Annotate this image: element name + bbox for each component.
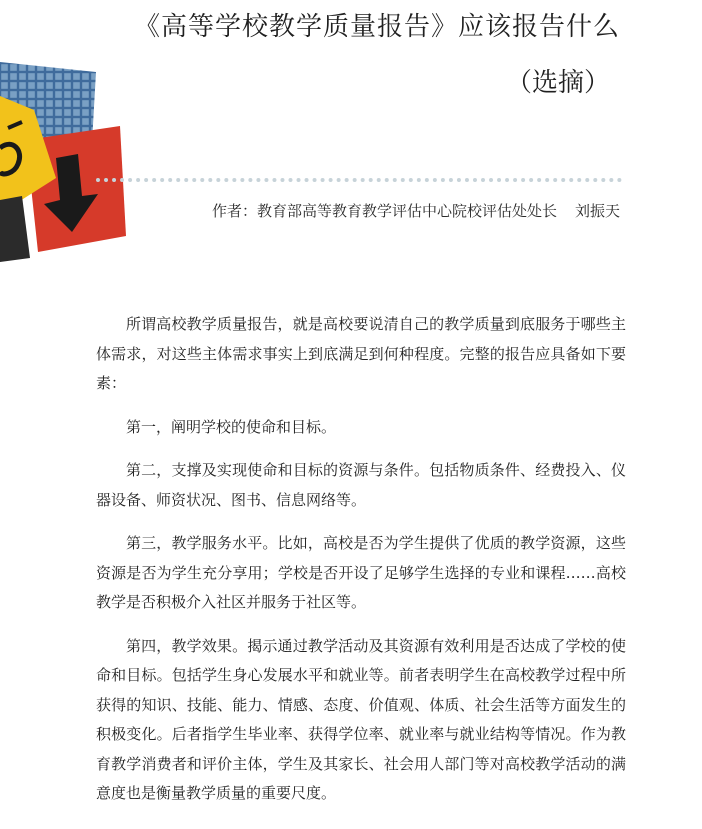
decorative-collage-icon	[0, 0, 140, 270]
page-title: 《高等学校教学质量报告》应该报告什么	[133, 12, 620, 42]
paragraph-point-1: 第一，阐明学校的使命和目标。	[126, 417, 337, 436]
paragraph-intro: 所谓高校教学质量报告，就是高校要说清自己的教学质量到底服务于哪些主体需求，对这些主体需求事实上到底满足到何种程度。完整的报告应具备如下要素：	[96, 315, 626, 392]
author-label: 作者：教育部高等教育教学评估中心院校评估处处长	[211, 202, 557, 220]
author-byline	[212, 200, 620, 221]
page-subtitle: （选摘）	[505, 68, 610, 98]
paragraph-point-4: 第四，教学效果。揭示通过教学活动及其资源有效利用是否达成了学校的使命和目标。包括学生身心发展水平和就业等。前者表明学生在高校教学过程中所获得的知识、技能、能力、情感、态度、价值观、体质、社会生活等方面发生的积极变化。后者指学生毕业率、获得学位率、就业率与就业结构等情况。作为教育教学消费者和评价主体，学生及其家长、社会用人部门等对高校教学活动的满意度也是衡量教学质量的重要尺度。	[96, 636, 626, 802]
article-body	[96, 310, 626, 823]
author-name: 刘振天	[574, 202, 620, 220]
paragraph-point-2: 第二，支撑及实现使命和目标的资源与条件。包括物质条件、经费投入、仪器设备、师资状况、图书、信息网络等。	[96, 461, 626, 509]
paragraph-point-3: 第三，教学服务水平。比如，高校是否为学生提供了优质的教学资源，这些资源是否为学生充分享用；学校是否开设了足够学生选择的专业和课程……高校教学是否积极介入社区并服务于社区等。	[96, 534, 626, 611]
divider	[96, 178, 622, 182]
dark-corner-shape-icon	[0, 196, 30, 262]
